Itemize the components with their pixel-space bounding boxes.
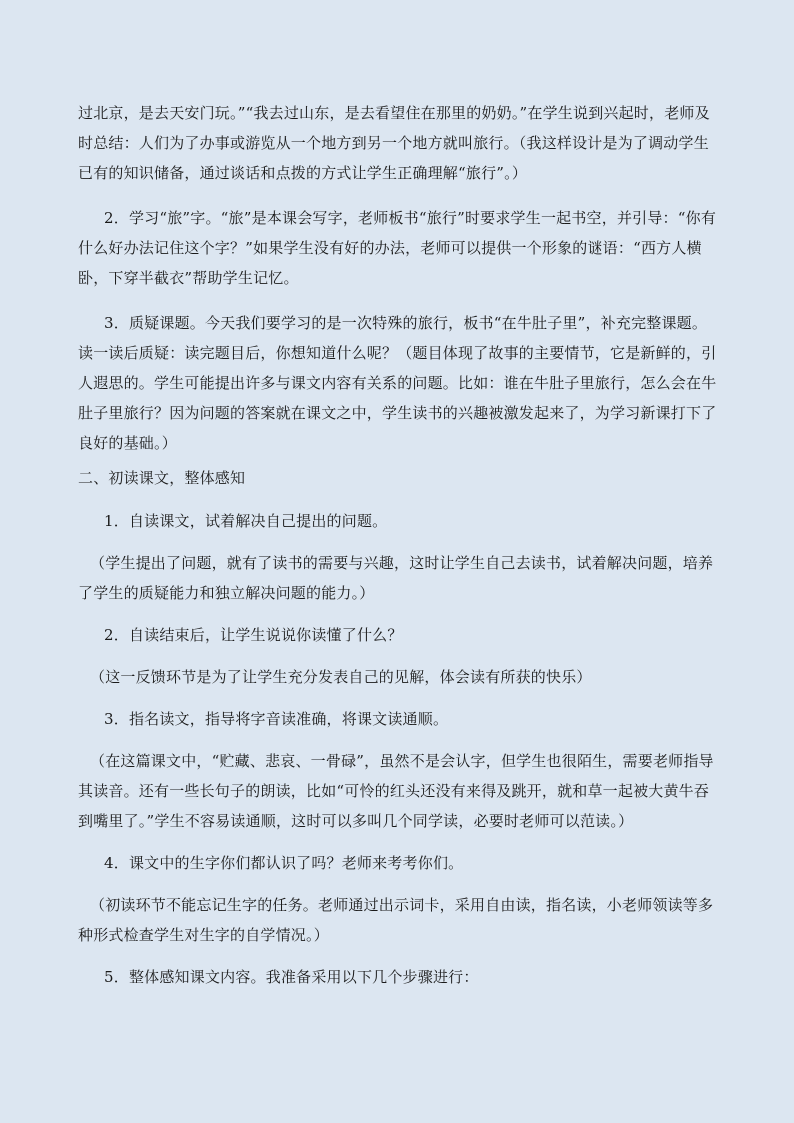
paragraph-step-2-learn-character: 2．学习“旅”字。“旅”是本课会写字，老师板书“旅行”时要求学生一起书空，并引导：“你有什么好办法记住这个字？”如果学生没有好的办法，老师可以提供一个形象的谜语：“西方人横卧，下穿半截衣”帮助学生记忆。 <box>78 209 717 287</box>
paragraph-step-3-question-title: 3．质疑课题。今天我们要学习的是一次特殊的旅行，板书“在牛肚子里”，补充完整课题。读一读后质疑：读完题目后，你想知道什么呢？（题目体现了故事的主要情节，它是新鲜的，引人遐思的。学生可能提出许多与课文内容有关系的问题。比如：谁在牛肚子里旅行，怎么会在牛肚子里旅行？因为问题的答案就在课文之中，学生读书的兴趣被激发起来了，为学习新课打下了良好的基础。） <box>78 314 717 452</box>
paragraph-read-step-1-note: （学生提出了问题，就有了读书的需要与兴趣，这时让学生自己去读书，试着解决问题，培养了学生的质疑能力和独立解决问题的能力。） <box>78 554 714 602</box>
section-heading-first-reading: 二、初读课文，整体感知 <box>78 469 246 487</box>
paragraph-read-step-3-note: （在这篇课文中，“贮藏、悲哀、一骨碌”，虽然不是会认字，但学生也很陌生，需要老师指导其读音。还有一些长句子的朗读，比如“可怜的红头还没有来得及跳开，就和草一起被大黄牛吞到嘴里了。”学生不容易读通顺，这时可以多叫几个同学读，必要时老师可以范读。） <box>78 752 714 830</box>
paragraph-intro-continued: 过北京，是去天安门玩。”“我去过山东，是去看望住在那里的奶奶。”在学生说到兴起时，老师及时总结：人们为了办事或游览从一个地方到另一个地方就叫旅行。（我这样设计是为了调动学生已有的知识储备，通过谈话和点拨的方式让学生正确理解“旅行”。） <box>78 104 710 182</box>
paragraph-read-step-1: 1．自读课文，试着解决自己提出的问题。 <box>104 512 388 530</box>
paragraph-read-step-2-note: （这一反馈环节是为了让学生充分发表自己的见解，体会读有所获的快乐） <box>90 668 592 686</box>
paragraph-read-step-4-note: （初读环节不能忘记生字的任务。老师通过出示词卡，采用自由读，指名读，小老师领读等多种形式检查学生对生字的自学情况。） <box>78 896 714 944</box>
paragraph-read-step-3: 3．指名读文，指导将字音读准确，将课文读通顺。 <box>104 710 449 728</box>
paragraph-read-step-2: 2．自读结束后，让学生说说你读懂了什么？ <box>104 626 403 644</box>
paragraph-read-step-4: 4．课文中的生字你们都认识了吗？老师来考考你们。 <box>104 854 464 872</box>
paragraph-read-step-5: 5．整体感知课文内容。我准备采用以下几个步骤进行： <box>104 968 479 986</box>
